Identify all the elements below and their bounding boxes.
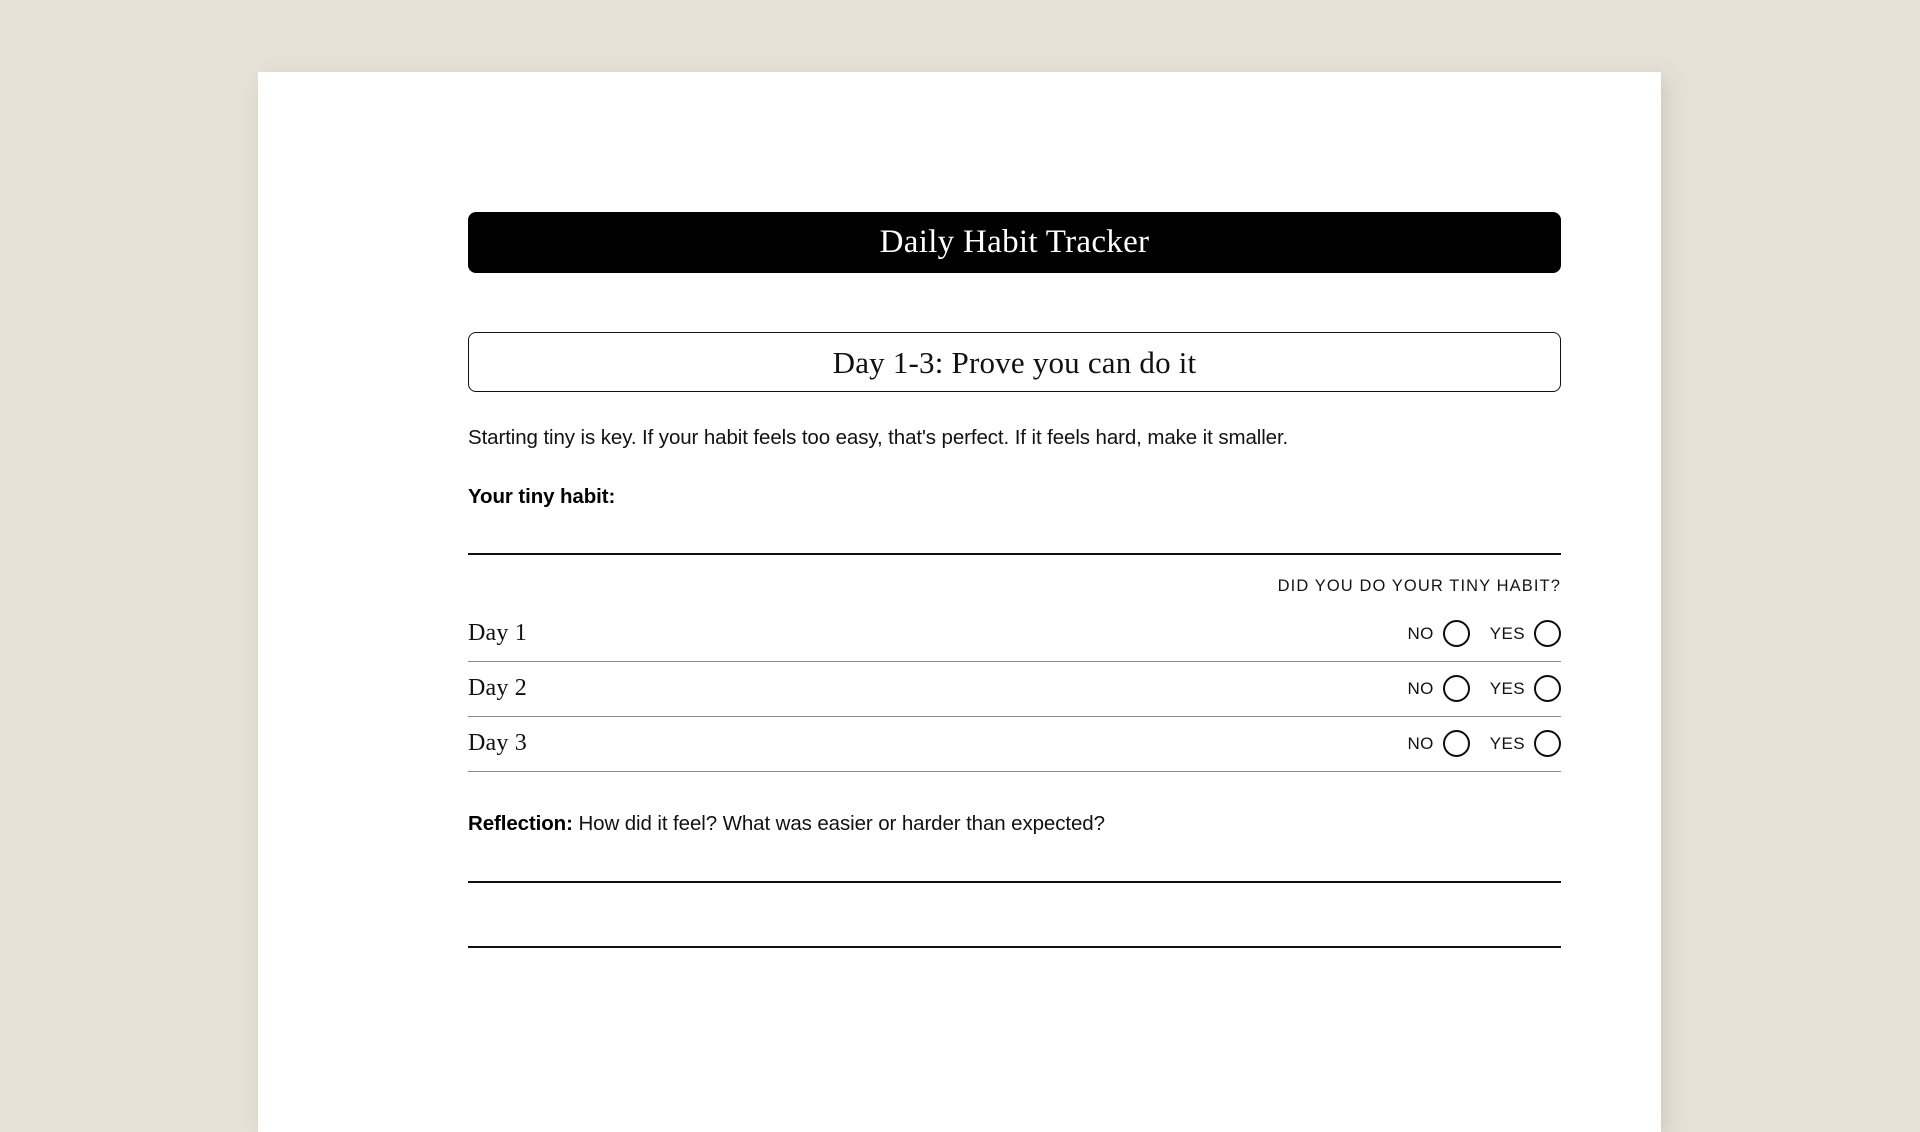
no-label: NO xyxy=(1407,733,1434,753)
day-1-no-choice[interactable] xyxy=(1407,620,1469,647)
day-2-yes-choice[interactable] xyxy=(1490,675,1561,702)
table-row xyxy=(468,662,1561,717)
reflection-prompt xyxy=(468,812,1561,836)
radio-circle-icon[interactable] xyxy=(1534,730,1561,757)
reflection-question: How did it feel? What was easier or harder than expected? xyxy=(578,811,1105,835)
day-1-yes-choice[interactable] xyxy=(1490,620,1561,647)
table-row xyxy=(468,717,1561,772)
day-3-yes-choice[interactable] xyxy=(1490,730,1561,757)
worksheet-content xyxy=(468,212,1561,948)
day-2-no-choice[interactable] xyxy=(1407,675,1469,702)
section-heading-box xyxy=(468,332,1561,392)
day-label: Day 1 xyxy=(468,620,527,647)
table-row xyxy=(468,607,1561,662)
habit-write-in-line[interactable] xyxy=(468,553,1561,555)
tracker-column-header: DID YOU DO YOUR TINY HABIT? xyxy=(1277,576,1561,595)
day-3-no-choice[interactable] xyxy=(1407,730,1469,757)
no-label: NO xyxy=(1407,678,1434,698)
habit-field-label: Your tiny habit: xyxy=(468,484,616,508)
intro-paragraph: Starting tiny is key. If your habit feels too easy, that's perfect. If it feels hard, make it smaller. xyxy=(468,426,1289,449)
reflection-write-in-line[interactable] xyxy=(468,881,1561,883)
yes-label: YES xyxy=(1489,733,1525,753)
worksheet-sheet xyxy=(258,72,1661,1132)
radio-circle-icon[interactable] xyxy=(1534,620,1561,647)
radio-circle-icon[interactable] xyxy=(1443,730,1470,757)
no-label: NO xyxy=(1407,623,1434,643)
day-3-choices xyxy=(1407,730,1561,757)
day-2-choices xyxy=(1407,675,1561,702)
yes-label: YES xyxy=(1489,678,1525,698)
radio-circle-icon[interactable] xyxy=(1443,620,1470,647)
day-1-choices xyxy=(1407,620,1561,647)
reflection-write-in-line[interactable] xyxy=(468,946,1561,948)
page-title: Daily Habit Tracker xyxy=(879,224,1150,260)
radio-circle-icon[interactable] xyxy=(1443,675,1470,702)
worksheet-banner xyxy=(468,212,1561,273)
day-label: Day 2 xyxy=(468,675,527,702)
tracker-header-row xyxy=(468,577,1561,607)
day-label: Day 3 xyxy=(468,730,527,757)
radio-circle-icon[interactable] xyxy=(1534,675,1561,702)
section-heading-label: Day 1-3: Prove you can do it xyxy=(832,344,1197,380)
habit-tracker-table xyxy=(468,577,1561,772)
yes-label: YES xyxy=(1489,623,1525,643)
reflection-label: Reflection: xyxy=(468,811,573,835)
